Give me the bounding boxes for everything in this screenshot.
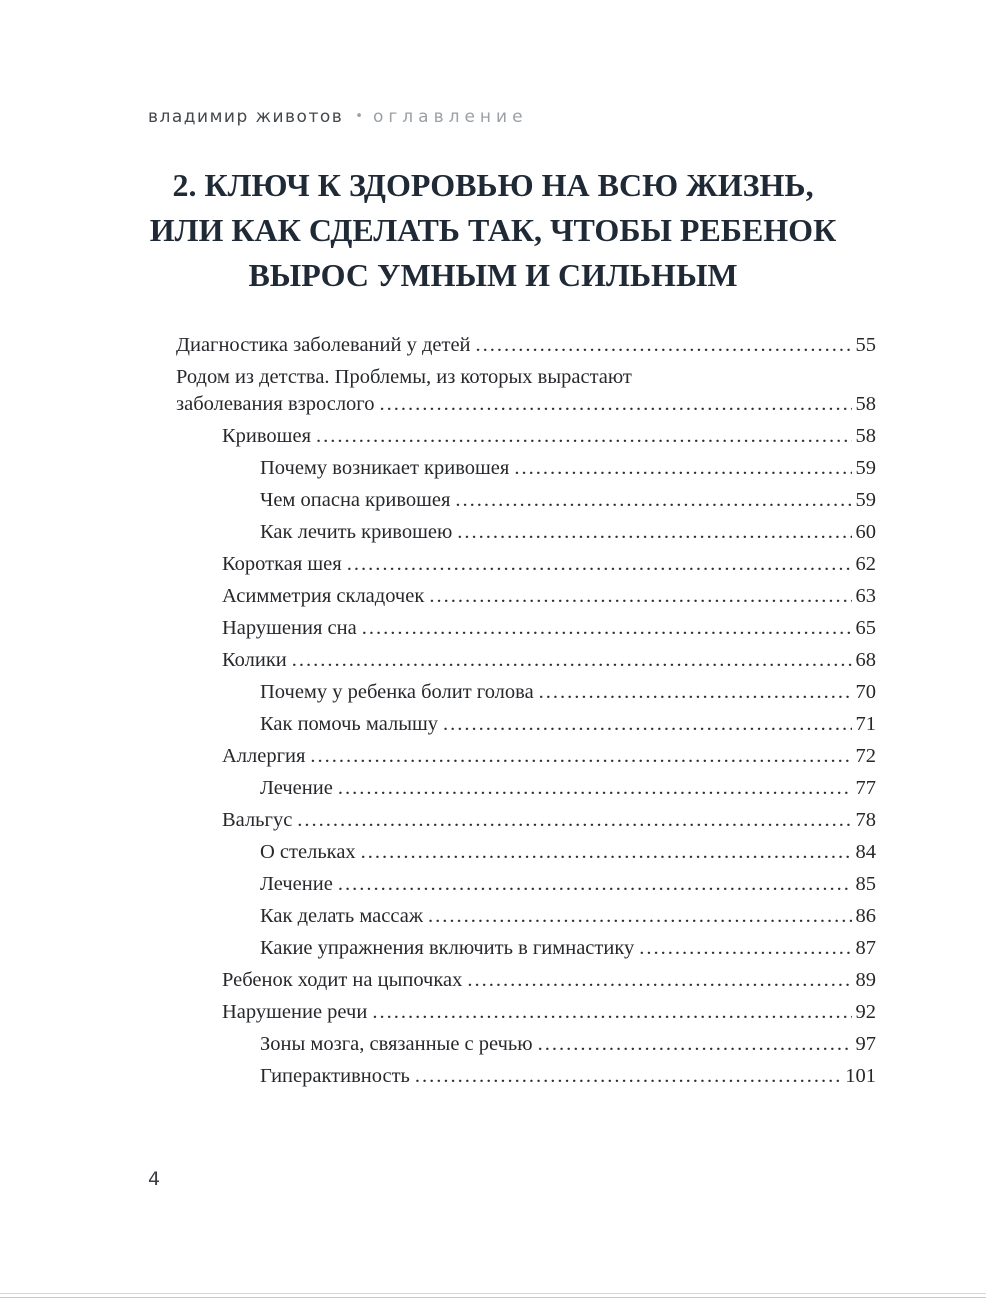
toc-entry bbox=[176, 807, 876, 834]
toc-entry-label: Лечение bbox=[260, 873, 333, 895]
toc-entry-line bbox=[260, 935, 876, 962]
chapter-title bbox=[93, 163, 893, 298]
toc-entry-label: Вальгус bbox=[222, 809, 293, 831]
toc-entry-line bbox=[260, 711, 876, 738]
toc-leader-dots bbox=[292, 647, 852, 674]
toc-entry bbox=[176, 364, 876, 418]
toc-leader-dots bbox=[443, 711, 851, 738]
toc-entry-label: Колики bbox=[222, 649, 287, 671]
toc-entry-label: Какие упражнения включить в гимнастику bbox=[260, 937, 635, 959]
toc-leader-dots bbox=[467, 967, 851, 994]
toc-entry bbox=[176, 903, 876, 930]
toc-leader-dots bbox=[379, 391, 851, 418]
toc-leader-dots bbox=[539, 679, 852, 706]
toc-entry-page: 62 bbox=[855, 553, 876, 575]
toc-entry-page: 63 bbox=[855, 585, 876, 607]
toc-entry bbox=[176, 423, 876, 450]
toc-entry-line bbox=[260, 871, 876, 898]
running-head-author: владимир животов bbox=[148, 107, 344, 127]
toc-entry-page: 101 bbox=[845, 1065, 876, 1087]
toc-entry-page: 59 bbox=[855, 489, 876, 511]
page-edge-line bbox=[0, 1293, 986, 1294]
toc-entry-line bbox=[260, 1031, 876, 1058]
toc-entry-page: 87 bbox=[855, 937, 876, 959]
toc-entry bbox=[176, 583, 876, 610]
toc-entry bbox=[176, 679, 876, 706]
toc-entry-line bbox=[260, 455, 876, 482]
toc-entry-label: Аллергия bbox=[222, 745, 306, 767]
toc-entry-line bbox=[222, 583, 876, 610]
toc-entry-label: Ребенок ходит на цыпочках bbox=[222, 969, 463, 991]
toc-entry-label: Лечение bbox=[260, 777, 333, 799]
toc-entry bbox=[176, 615, 876, 642]
toc-entry-page: 85 bbox=[855, 873, 876, 895]
toc-entry bbox=[176, 519, 876, 546]
running-head-section: оглавление bbox=[372, 107, 528, 127]
toc-entry-label: Гиперактивность bbox=[260, 1065, 410, 1087]
toc-entry-page: 97 bbox=[855, 1033, 876, 1055]
toc-entry-line bbox=[222, 647, 876, 674]
toc-entry bbox=[176, 551, 876, 578]
toc-leader-dots bbox=[310, 743, 851, 770]
toc-entry-page: 59 bbox=[855, 457, 876, 479]
toc-entry-page: 86 bbox=[855, 905, 876, 927]
toc-entry bbox=[176, 647, 876, 674]
toc-entry-line bbox=[260, 679, 876, 706]
toc-entry-page: 68 bbox=[855, 649, 876, 671]
toc-entry-label: Почему возникает кривошея bbox=[260, 457, 510, 479]
bullet-separator-icon: • bbox=[355, 109, 363, 124]
chapter-title-line: 2. КЛЮЧ К ЗДОРОВЬЮ НА ВСЮ ЖИЗНЬ, bbox=[172, 167, 814, 203]
toc-entry-page: 89 bbox=[855, 969, 876, 991]
toc-entry-label: Как лечить кривошею bbox=[260, 521, 453, 543]
toc-entry-page: 92 bbox=[855, 1001, 876, 1023]
toc-entry bbox=[176, 711, 876, 738]
toc-entry-label: Чем опасна кривошея bbox=[260, 489, 451, 511]
toc-entry-label: Кривошея bbox=[222, 425, 311, 447]
toc-entry-label: Нарушения сна bbox=[222, 617, 357, 639]
toc-entry-line bbox=[260, 487, 876, 514]
toc-entry-page: 72 bbox=[855, 745, 876, 767]
toc-entry-page: 71 bbox=[855, 713, 876, 735]
toc-entry bbox=[176, 775, 876, 802]
toc-entry-line bbox=[222, 967, 876, 994]
toc-entry-page: 55 bbox=[855, 334, 876, 356]
toc-leader-dots bbox=[639, 935, 851, 962]
toc-entry-label: О стельках bbox=[260, 841, 356, 863]
toc-leader-dots bbox=[429, 583, 851, 610]
toc-entry-label: Асимметрия складочек bbox=[222, 585, 425, 607]
toc-entry-label: Диагностика заболеваний у детей bbox=[176, 334, 471, 356]
toc-leader-dots bbox=[415, 1063, 841, 1090]
toc-entry-line bbox=[222, 743, 876, 770]
toc-leader-dots bbox=[362, 615, 852, 642]
toc-entry bbox=[176, 935, 876, 962]
toc-entry-line bbox=[222, 999, 876, 1026]
toc-leader-dots bbox=[455, 487, 851, 514]
toc-entry-line bbox=[176, 391, 876, 418]
toc-entry-page: 84 bbox=[855, 841, 876, 863]
toc-entry-line bbox=[260, 519, 876, 546]
toc-entry-line bbox=[260, 903, 876, 930]
toc-entry-page: 70 bbox=[855, 681, 876, 703]
toc-entry-label: Почему у ребенка болит голова bbox=[260, 681, 534, 703]
toc-entry-page: 65 bbox=[855, 617, 876, 639]
toc-entry-page: 58 bbox=[855, 393, 876, 415]
toc-leader-dots bbox=[428, 903, 852, 930]
toc-leader-dots bbox=[361, 839, 852, 866]
toc-entry-label: Как делать массаж bbox=[260, 905, 423, 927]
toc-entry-label: заболевания взрослого bbox=[176, 393, 375, 415]
toc-entry-label: Как помочь малышу bbox=[260, 713, 439, 735]
toc-leader-dots bbox=[457, 519, 851, 546]
toc-entry-line bbox=[260, 1063, 876, 1090]
chapter-title-line: ИЛИ КАК СДЕЛАТЬ ТАК, ЧТОБЫ РЕБЕНОК bbox=[149, 212, 837, 248]
toc-list bbox=[176, 332, 876, 1095]
toc-entry-text: Родом из детства. Проблемы, из которых вырастают bbox=[176, 366, 632, 388]
toc-entry-line bbox=[260, 775, 876, 802]
toc-entry bbox=[176, 1031, 876, 1058]
toc-entry-line bbox=[222, 807, 876, 834]
toc-entry-line bbox=[222, 423, 876, 450]
toc-entry bbox=[176, 871, 876, 898]
toc-leader-dots bbox=[347, 551, 852, 578]
toc-entry-label: Зоны мозга, связанные с речью bbox=[260, 1033, 533, 1055]
toc-leader-dots bbox=[538, 1031, 852, 1058]
toc-entry bbox=[176, 967, 876, 994]
toc-leader-dots bbox=[372, 999, 851, 1026]
toc-entry bbox=[176, 743, 876, 770]
running-head bbox=[148, 106, 528, 128]
folio-page-number: 4 bbox=[148, 1168, 161, 1190]
toc-entry-page: 60 bbox=[855, 521, 876, 543]
toc-entry-page: 78 bbox=[855, 809, 876, 831]
toc-entry bbox=[176, 455, 876, 482]
toc-entry-line bbox=[176, 332, 876, 359]
page-edge-line bbox=[0, 1297, 986, 1298]
toc-entry bbox=[176, 999, 876, 1026]
toc-entry bbox=[176, 487, 876, 514]
toc-leader-dots bbox=[514, 455, 851, 482]
chapter-title-line: ВЫРОС УМНЫМ И СИЛЬНЫМ bbox=[248, 257, 738, 293]
toc-leader-dots bbox=[297, 807, 851, 834]
toc-leader-dots bbox=[476, 332, 852, 359]
toc-entry bbox=[176, 332, 876, 359]
toc-entry-page: 58 bbox=[855, 425, 876, 447]
toc-leader-dots bbox=[338, 871, 852, 898]
toc-entry-label: Нарушение речи bbox=[222, 1001, 368, 1023]
toc-leader-dots bbox=[338, 775, 852, 802]
toc-leader-dots bbox=[316, 423, 852, 450]
toc-entry-line bbox=[222, 551, 876, 578]
toc-entry bbox=[176, 1063, 876, 1090]
toc-entry-line bbox=[260, 839, 876, 866]
toc-entry-label: Короткая шея bbox=[222, 553, 342, 575]
toc-entry-line bbox=[222, 615, 876, 642]
toc-entry-page: 77 bbox=[855, 777, 876, 799]
toc-entry bbox=[176, 839, 876, 866]
